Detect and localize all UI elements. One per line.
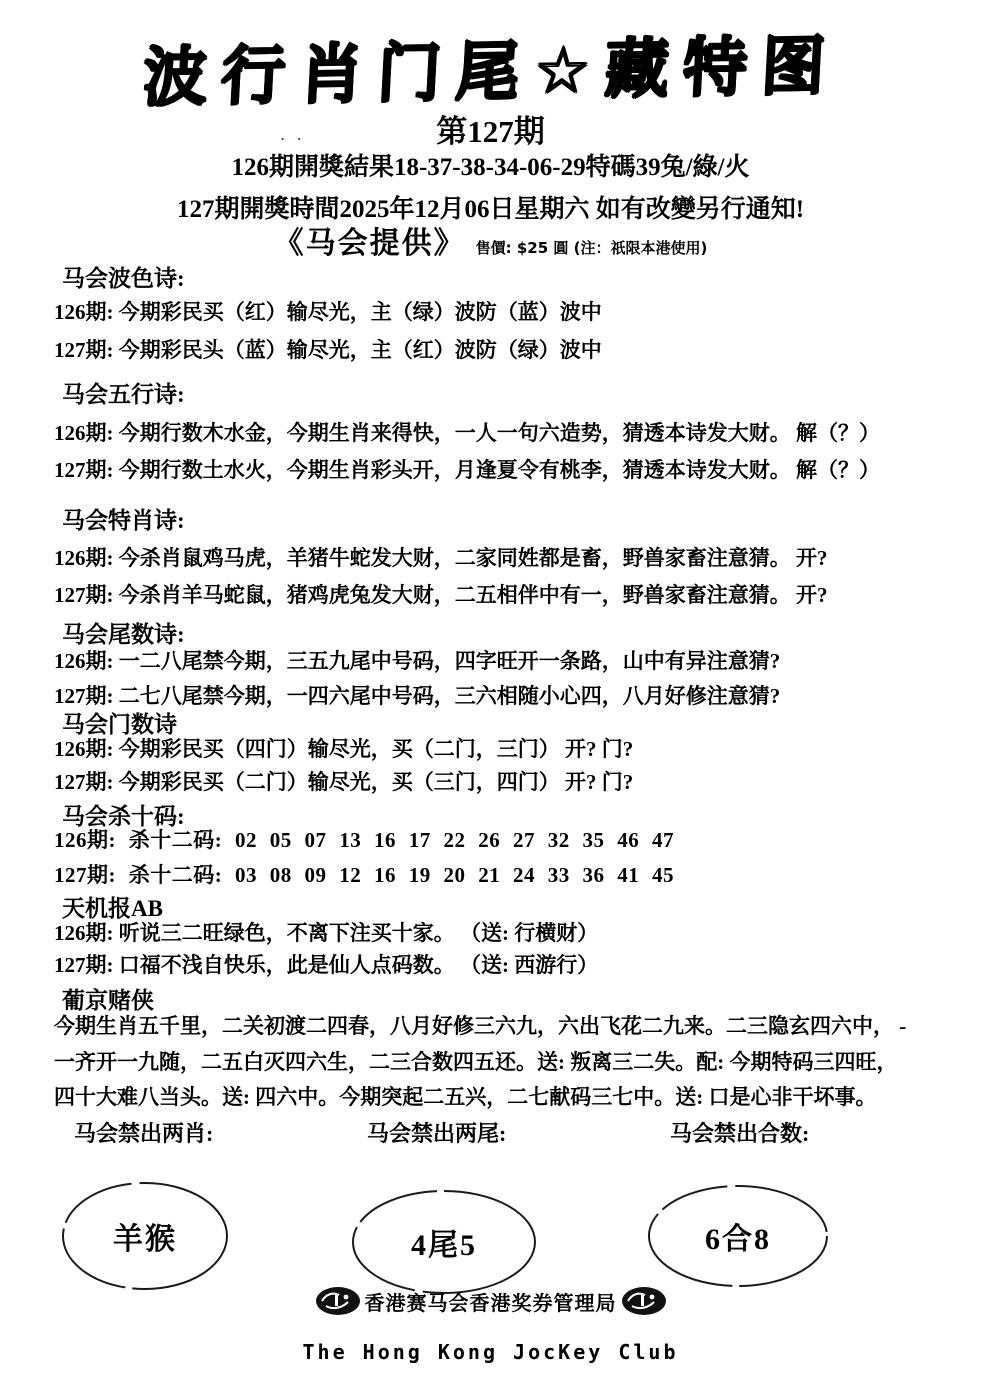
club-name-english: The Hong Kong JocKey Club	[302, 1340, 679, 1364]
poem-line: 126期: 听说三二旺绿色，不离下注买十家。 （送: 行横财）	[54, 921, 599, 945]
poem-line: 126期: 今期行数木水金，今期生肖来得快，一人一句六造势，猜透本诗发大财。 解（？）	[54, 421, 880, 445]
poem-line: 127期: 口福不浅自快乐，此是仙人点码数。 （送: 西游行）	[54, 953, 599, 977]
ban-oval-two-tails	[350, 1188, 538, 1296]
ban-value-two-zodiacs: 羊猴	[113, 1223, 177, 1256]
section-header-tail-number-poem: 马会尾数诗:	[62, 622, 185, 647]
poem-line: 126期: 今期彩民买（红）输尽光，主（绿）波防（蓝）波中	[54, 300, 602, 324]
killed-numbers-line: 126期: 杀十二码: 02 05 07 13 16 17 22 26 27 32 35 46 47	[54, 828, 674, 852]
poem-line: 127期: 今期行数土水火，今期生肖彩头开，月逢夏令有桃李，猜透本诗发大财。 解（？）	[54, 458, 880, 482]
jockey-club-logo-icon	[315, 1286, 361, 1316]
page-title: 波行肖门尾☆藏特图	[140, 28, 841, 116]
provider-name: 《马会提供》	[273, 227, 466, 260]
ban-oval-sum	[646, 1183, 830, 1289]
period-heading: 第127期	[436, 114, 545, 149]
poem-line: 126期: 一二八尾禁今期，三五九尾中号码，四字旺开一条路，山中有异注意猜?	[54, 649, 781, 673]
ban-label-two-tails: 马会禁出两尾:	[367, 1121, 507, 1146]
section-header-wave-color-poem: 马会波色诗:	[62, 266, 185, 291]
next-draw-time-line: 127期開獎時間2025年12月06日星期六 如有改變另行通知!	[176, 196, 805, 223]
poem-line: 127期: 今期彩民买（二门）输尽光，买（三门，四门） 开? 门?	[54, 770, 634, 794]
ban-oval-two-zodiacs	[60, 1180, 230, 1292]
poem-line: 127期: 今期彩民头（蓝）输尽光，主（红）波防（绿）波中	[54, 338, 602, 362]
ban-label-two-zodiacs: 马会禁出两肖:	[74, 1121, 214, 1146]
jockey-club-logo-icon	[621, 1286, 667, 1316]
section-header-gate-number-poem: 马会门数诗	[62, 712, 177, 737]
poem-line: 127期: 今杀肖羊马蛇鼠，猪鸡虎兔发大财，二五相伴中有一，野兽家畜注意猜。 开?	[54, 583, 828, 607]
section-header-special-zodiac-poem: 马会特肖诗:	[62, 508, 185, 533]
poem-line: 126期: 今杀肖鼠鸡马虎，羊猪牛蛇发大财，二家同姓都是畜，野兽家畜注意猜。 开?	[54, 546, 828, 570]
ban-value-sum: 6合8	[705, 1223, 771, 1256]
print-artifact-dots: . .	[281, 128, 306, 143]
ban-value-two-tails: 4尾5	[411, 1229, 477, 1262]
provider-row	[0, 218, 981, 262]
org-name: 香港赛马会香港奖券管理局	[364, 1292, 617, 1315]
ban-label-sum: 马会禁出合数:	[670, 1121, 810, 1146]
poem-line: 今期生肖五千里，二关初渡二四春，八月好修三六九，六出飞花二九来。二三隐玄四六中， -	[54, 1014, 907, 1038]
price-note: 售價: $25 圓 (注：祇限本港使用)	[475, 239, 708, 257]
poem-line: 四十大难八当头。送: 四六中。今期突起二五兴，二七献码三七中。送: 口是心非干坏事。	[54, 1085, 877, 1109]
poem-line: 127期: 二七八尾禁今期，一四六尾中号码，三六相随小心四，八月好修注意猜?	[54, 684, 781, 708]
section-header-five-elements-poem: 马会五行诗:	[62, 382, 185, 407]
section-header-pujing-gambler: 葡京赌侠	[62, 988, 154, 1013]
section-header-tianji-report: 天机报AB	[62, 896, 163, 921]
previous-result-line: 126期開獎結果18-37-38-34-06-29特碼39兔/綠/火	[231, 154, 750, 181]
killed-numbers-line: 127期: 杀十二码: 03 08 09 12 16 19 20 21 24 33 36 41 45	[54, 863, 674, 887]
poem-line: 一齐开一九随，二五白灭四六生，二三合数四五还。送: 叛离三二失。配: 今期特码三四旺，	[54, 1050, 898, 1074]
section-header-killed-numbers: 马会杀十码:	[62, 804, 185, 829]
poem-line: 126期: 今期彩民买（四门）输尽光，买（二门，三门） 开? 门?	[54, 737, 634, 761]
footer-org-row	[0, 1286, 981, 1316]
